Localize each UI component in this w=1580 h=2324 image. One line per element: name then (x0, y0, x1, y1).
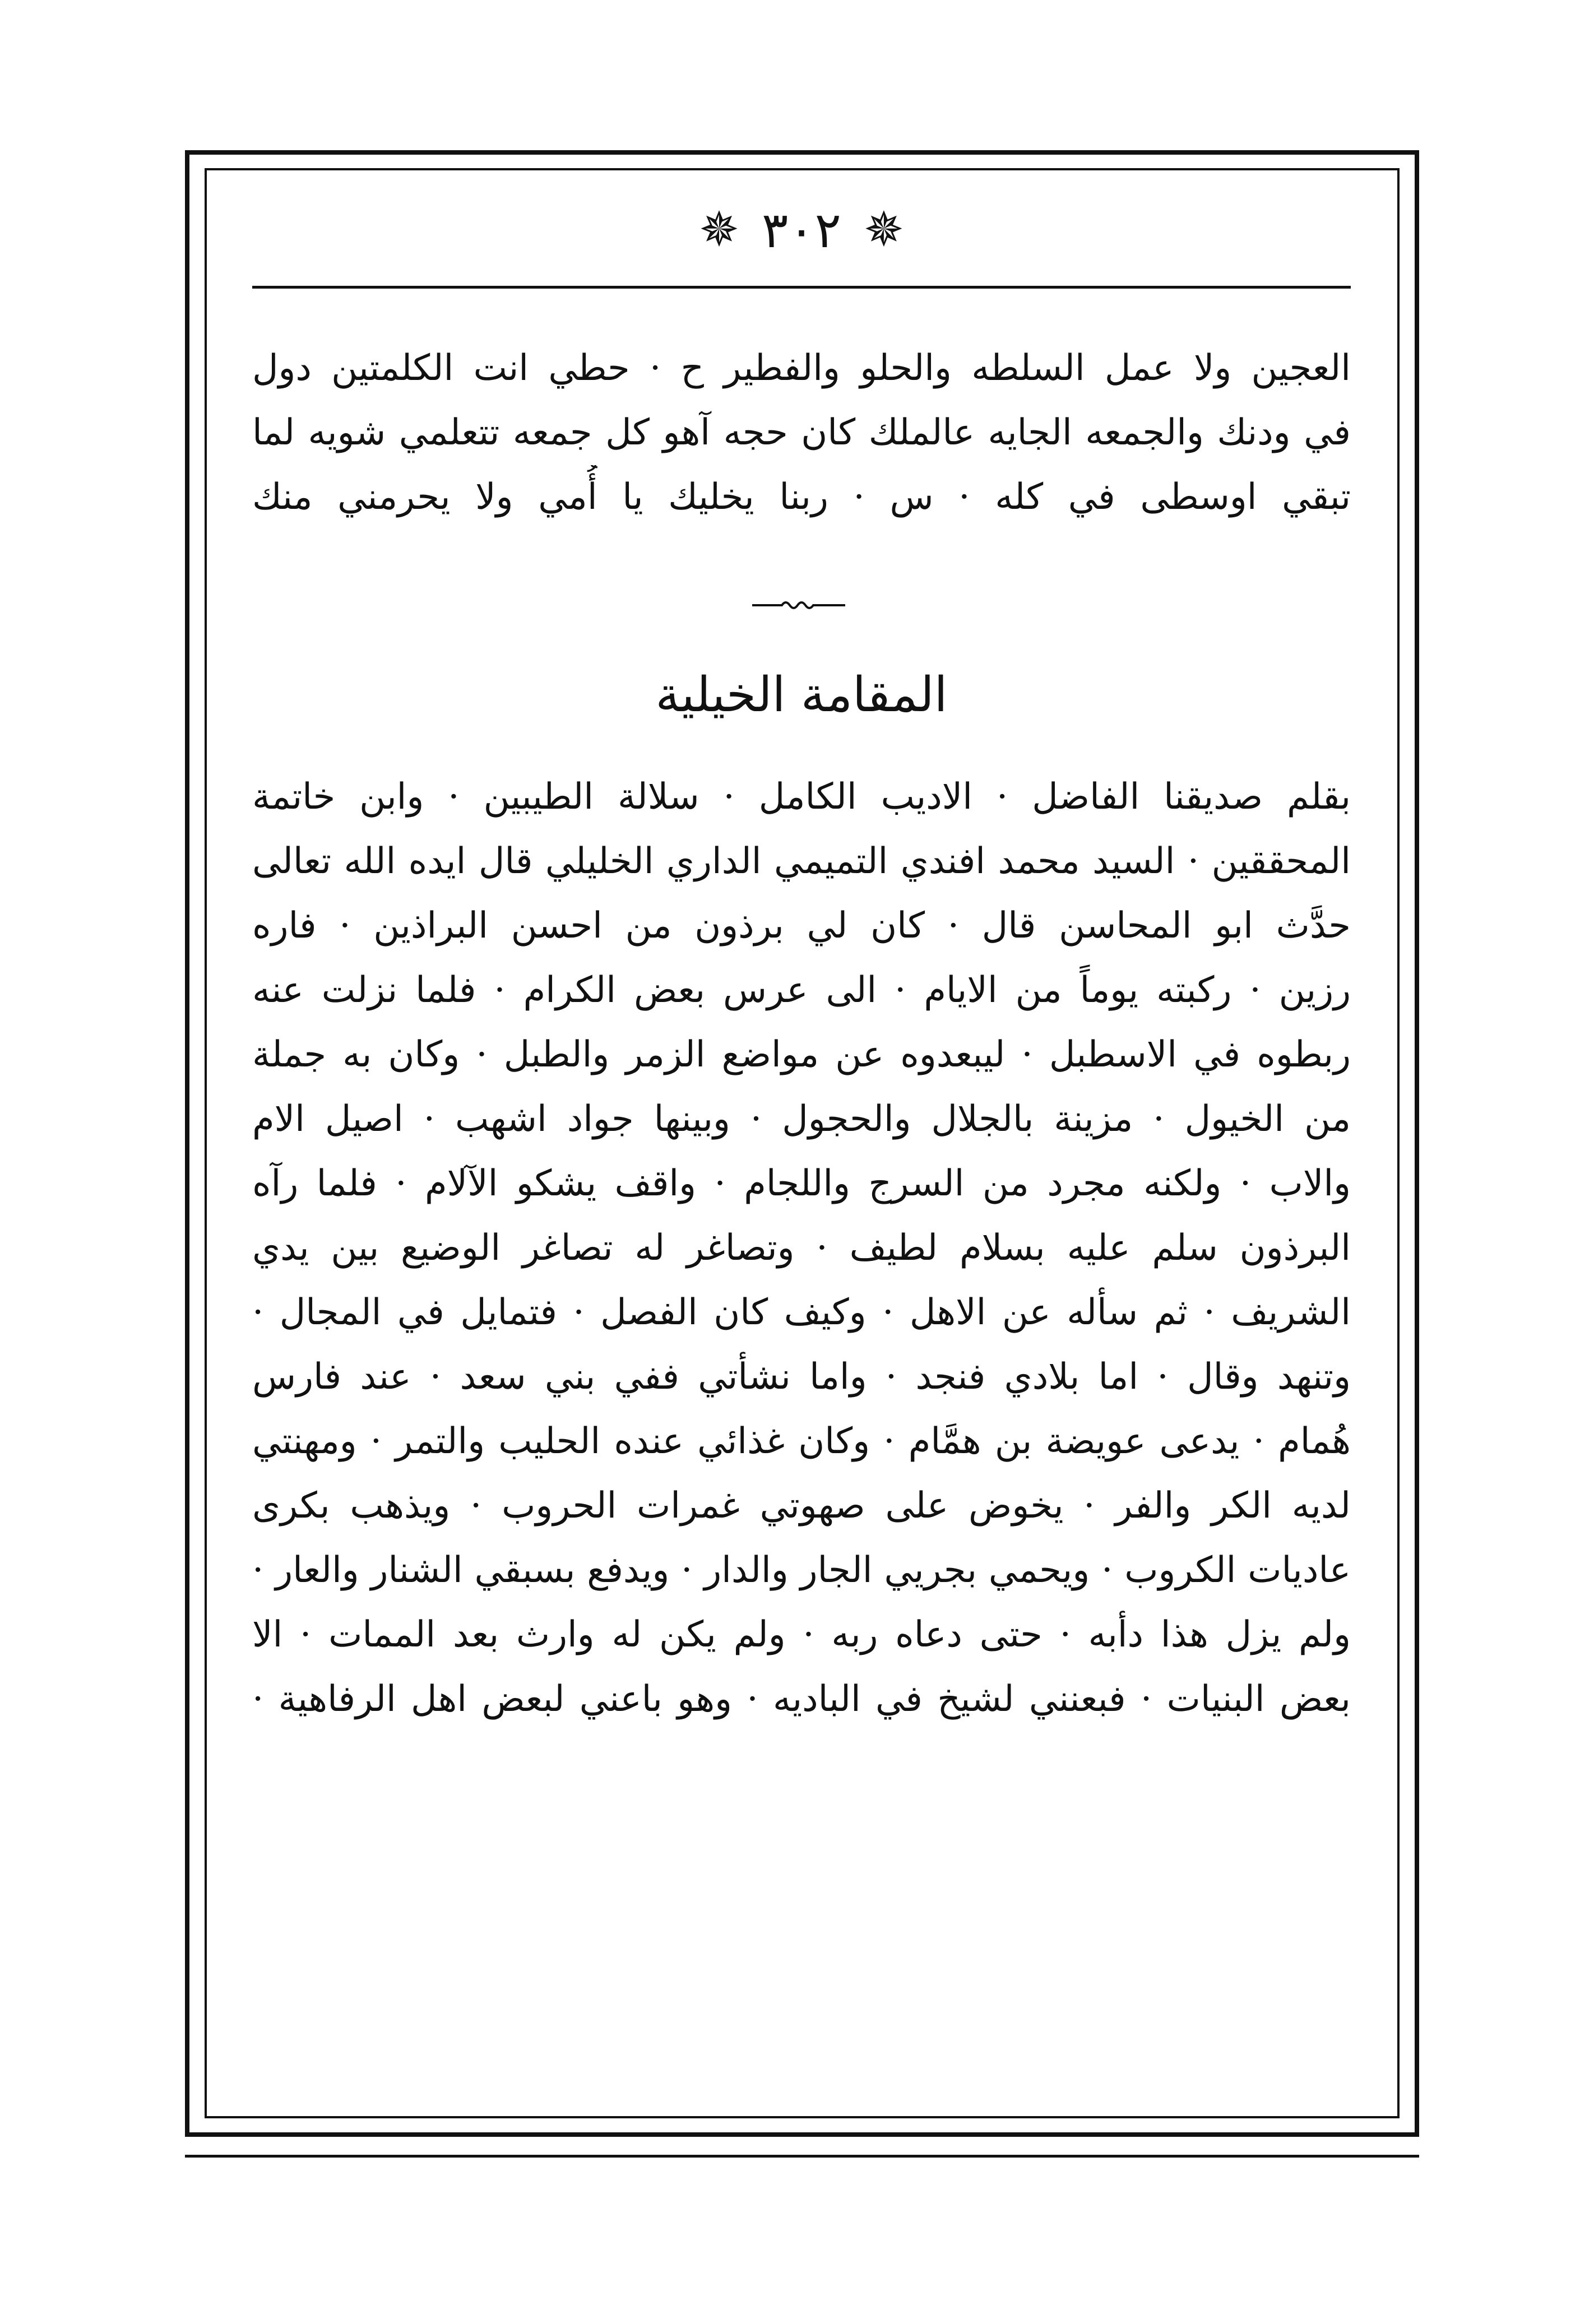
text-line: والاب · ولكنه مجرد من السرج واللجام · واقف يشكو الآلام · فلما رآه (252, 1163, 1351, 1204)
text-line: بعض البنيات · فبعنني لشيخ في الباديه · وهو باعني لبعض اهل الرفاهية · (252, 1678, 1351, 1720)
page-number: ٣٠٢ (762, 201, 841, 259)
text-line: رزين · ركبته يوماً من الايام · الى عرس بعض الكرام · فلما نزلت عنه (252, 970, 1351, 1011)
bottom-rule (185, 2155, 1419, 2158)
text-line: الشريف · ثم سأله عن الاهل · وكيف كان الفصل · فتمايل في المجال · (252, 1292, 1351, 1333)
text-line: بقلم صديقنا الفاضل · الاديب الكامل · سلالة الطيبين · وابن خاتمة (252, 776, 1351, 818)
page-header (269, 196, 1334, 263)
text-line: العجين ولا عمل السلطه والحلو والفطير ح · حطي انت الكلمتين دول (252, 347, 1351, 389)
text-line: لديه الكر والفر · يخوض على صهوتي غمرات الحروب · ويذهب بكرى (252, 1485, 1351, 1527)
wavy-separator (751, 597, 846, 614)
text-line: البرذون سلم عليه بسلام لطيف · وتصاغر له تصاغر الوضيع بين يدي (252, 1227, 1351, 1269)
text-line: هُمام · يدعى عويضة بن همَّام · وكان غذائي عنده الحليب والتمر · ومهنتي (252, 1421, 1351, 1462)
text-line: في ودنك والجمعه الجايه عالملك كان حجه آهو كل جمعه تتعلمي شويه لما (252, 412, 1351, 453)
header-rule (252, 286, 1351, 289)
text-line: من الخيول · مزينة بالجلال والحجول · وبينها جواد اشهب · اصيل الام (252, 1098, 1351, 1140)
text-line: حدَّث ابو المحاسن قال · كان لي برذون من احسن البراذين · فاره (252, 905, 1351, 947)
text-line: ولم يزل هذا دأبه · حتى دعاه ربه · ولم يكن له وارث بعد الممات · الا (252, 1614, 1351, 1655)
text-line: المحققين · السيد محمد افندي التميمي الداري الخليلي قال ايده الله تعالى (252, 841, 1351, 882)
text-line: تبقي اوسطى في كله · س · ربنا يخليك يا أُمي ولا يحرمني منك (252, 476, 1351, 518)
continued-text (252, 336, 1351, 530)
text-line: عاديات الكروب · ويحمي بجريي الجار والدار · ويدفع بسبقي الشنار والعار · (252, 1550, 1351, 1591)
star-ornament-icon: ✵ (699, 202, 740, 258)
section-body (252, 765, 1351, 1732)
text-line: وتنهد وقال · اما بلادي فنجد · واما نشأتي ففي بني سعد · عند فارس (252, 1356, 1351, 1398)
text-line: ربطوه في الاسطبل · ليبعدوه عن مواضع الزمر والطبل · وكان به جملة (252, 1034, 1351, 1075)
section-title: المقامة الخيلية (655, 667, 948, 723)
star-ornament-icon: ✵ (863, 202, 904, 258)
